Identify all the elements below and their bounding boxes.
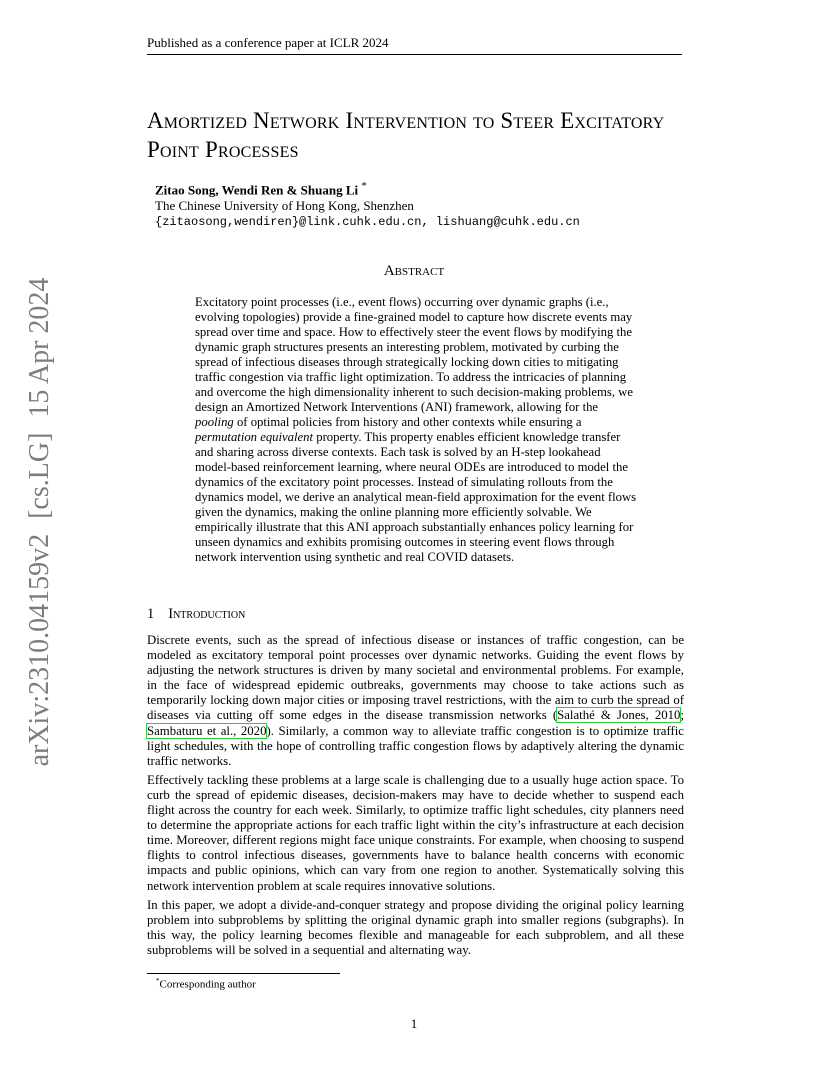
section-heading (147, 606, 245, 623)
abstract-part: property. This property enables efficient knowledge transfer and sharing across diverse contexts. Each task is solved by an H-step lookahead model-based reinforcement learning, where neural ODEs are introduced to model the dynamics of the excitatory point processes. Instead of simulating rollouts from the dynamics model, we derive an analytical mean-field approximation for the event flows given the dynamics, making the online planning more efficiently solvable. We empirically illustrate that this ANI approach substantially enhances policy learning for unseen dynamics and exhibits promising outcomes in steering event flows through network intervention using synthetic and real COVID datasets. (195, 430, 637, 564)
citation-link[interactable]: Salathé & Jones, 2010 (557, 708, 681, 723)
paragraph-text: Discrete events, such as the spread of infectious disease or instances of traffic congestion, can be modeled as excitatory temporal point processes over dynamic networks. Guiding the event flows by adjusting the network structures is driven by many societal and environmental problems. For example, in the face of widespread epidemic outbreaks, governments may choose to take actions such as temporarily locking down major cities or imposing travel restrictions, with the aim to curb the spread of diseases via cutting off some edges in the disease transmission networks ( (147, 633, 684, 723)
abstract-text (195, 295, 637, 565)
abstract-emphasis: permutation equivalent (195, 430, 314, 444)
author-affiliation: The Chinese University of Hong Kong, Shenzhen (155, 198, 414, 214)
paragraph-text: ; (680, 708, 684, 723)
arxiv-stamp (24, 262, 56, 782)
footnote-rule (147, 973, 340, 974)
section-number: 1 (147, 606, 155, 622)
author-names: Zitao Song, Wendi Ren & Shuang Li (155, 182, 359, 198)
arxiv-date: 15 Apr 2024 (24, 277, 55, 418)
arxiv-category: [cs.LG] (24, 432, 55, 519)
abstract-heading: Abstract (383, 263, 445, 279)
page-number: 1 (410, 1016, 418, 1031)
paper-title: Amortized Network Intervention to Steer Excitatory Point Processes (147, 108, 665, 162)
intro-body (147, 633, 684, 962)
author-block (155, 178, 580, 230)
intro-paragraph-1 (147, 633, 684, 769)
footnote-marker: * (156, 977, 160, 985)
abstract-part: of optimal policies from history and other contexts while ensuring a (233, 415, 582, 429)
running-header: Published as a conference paper at ICLR 2024 (147, 35, 682, 55)
footnote (156, 977, 256, 991)
footnote-text: Corresponding author (159, 978, 256, 991)
arxiv-id[interactable]: arXiv:2310.04159v2 (24, 533, 55, 767)
paragraph-text: ). Similarly, a common way to alleviate traffic congestion is to optimize traffic light schedules, with the hope of controlling traffic congestion flows by adaptively altering the dynamic traffic networks. (147, 723, 684, 768)
author-emails: {zitaosong,wendiren}@link.cuhk.edu.cn, lishuang@cuhk.edu.cn (155, 215, 580, 230)
citation-link[interactable]: Sambaturu et al., 2020 (147, 723, 267, 738)
author-footnote-marker: * (361, 180, 367, 192)
intro-paragraph-3: In this paper, we adopt a divide-and-conquer strategy and propose dividing the original policy learning problem into subproblems by splitting the original dynamic graph into smaller regions (subgraphs). In this way, the policy learning becomes flexible and manageable for each subproblem, and all these subproblems will be solved in a sequential and alternating way. (147, 897, 684, 957)
abstract-emphasis: pooling (195, 415, 234, 429)
abstract-part: Excitatory point processes (i.e., event flows) occurring over dynamic graphs (i.e., evolving topologies) provide a fine-grained model to capture how discrete events may spread over time and space. How to effectively steer the event flows by modifying the dynamic graph structures presents an interesting problem, motivated by curbing the spread of infectious diseases through strategically locking down cities to mitigating traffic congestion via traffic light optimization. To address the intricacies of planning and overcome the high dimensionality inherent to such decision-making problems, we design an Amortized Network Interventions (ANI) framework, allowing for the (195, 295, 633, 414)
section-title: Introduction (168, 606, 246, 622)
intro-paragraph-2: Effectively tackling these problems at a large scale is challenging due to a usually huge action space. To curb the spread of epidemic diseases, decision-makers may have to decide whether to suspend each flight across the country for each week. Similarly, to optimize traffic light schedules, city planners need to determine the appropriate actions for each traffic light within the city’s infrastructure at each decision time. Moreover, different regions might face unique constraints. For example, when choosing to suspend flights to control infectious diseases, governments have to balance health concerns with economic impacts and public opinions, which can vary from one region to another. Systematically solving this network intervention problem at scale requires innovative solutions. (147, 772, 684, 893)
